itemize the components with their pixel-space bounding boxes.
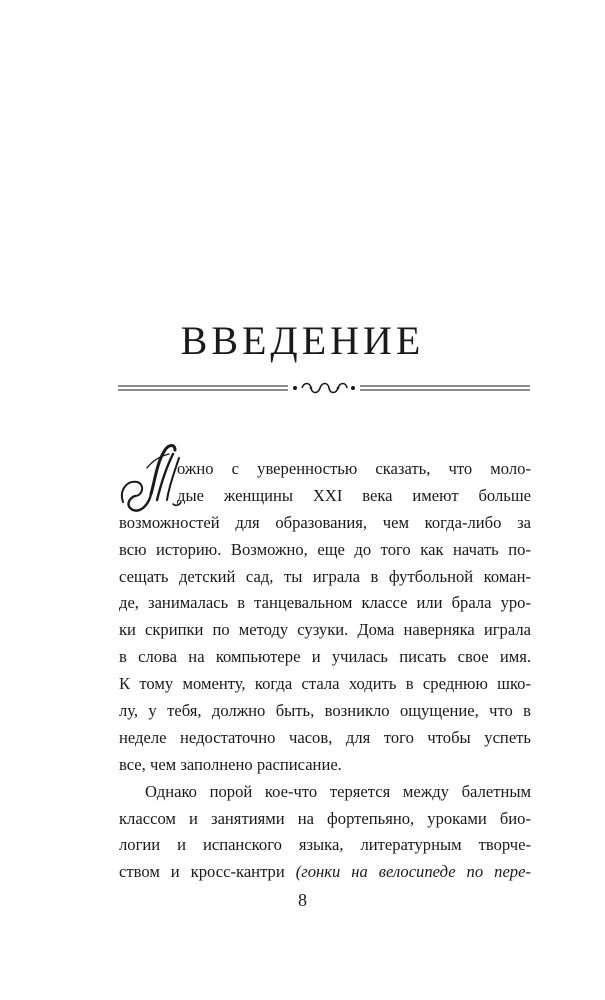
text-line-mixed: [119, 859, 531, 886]
text-line: Однако порой кое-что теряется между балетным: [145, 781, 531, 801]
text-line: возможностей для образования, чем когда-либо за: [119, 512, 531, 532]
body-text: [119, 456, 531, 886]
text-line: дые женщины XXI века имеют больше: [177, 485, 531, 505]
paragraph-2: [119, 779, 531, 887]
text-line: неделе недостаточно часов, для того чтобы успеть: [119, 727, 531, 747]
dropcap-letter-m: [117, 440, 183, 514]
italic-fragment: (гонки на велосипеде по пере-: [295, 862, 531, 882]
text-line: всю историю. Возможно, еще до того как начать по-: [119, 539, 531, 559]
text-line: К тому моменту, когда стала ходить в среднюю шко-: [119, 674, 531, 694]
title-ornament-divider: [118, 378, 530, 398]
text-line: де, занималась в танцевальном классе или брала уро-: [119, 593, 531, 613]
text-line: классом и занятиями на фортепьяно, уроками био-: [119, 808, 531, 828]
text-line: ожно с уверенностью сказать, что моло-: [177, 459, 531, 478]
text-line: лу, у тебя, должно быть, возникло ощущение, что в: [119, 701, 531, 721]
text-line: сещать детский сад, ты играла в футбольной коман-: [119, 566, 531, 586]
text-line: в слова на компьютере и училась писать свое имя.: [119, 647, 531, 667]
text-fragment: ством и кросс-кантри: [119, 862, 285, 882]
page-number: 8: [298, 890, 307, 910]
chapter-title: ВВЕДЕНИЕ: [180, 318, 425, 363]
text-line: все, чем заполнено расписание.: [119, 754, 342, 774]
text-line: логии и испанского языка, литературным творче-: [119, 835, 531, 855]
text-line: ки скрипки по методу сузуки. Дома наверняка играла: [119, 620, 531, 640]
